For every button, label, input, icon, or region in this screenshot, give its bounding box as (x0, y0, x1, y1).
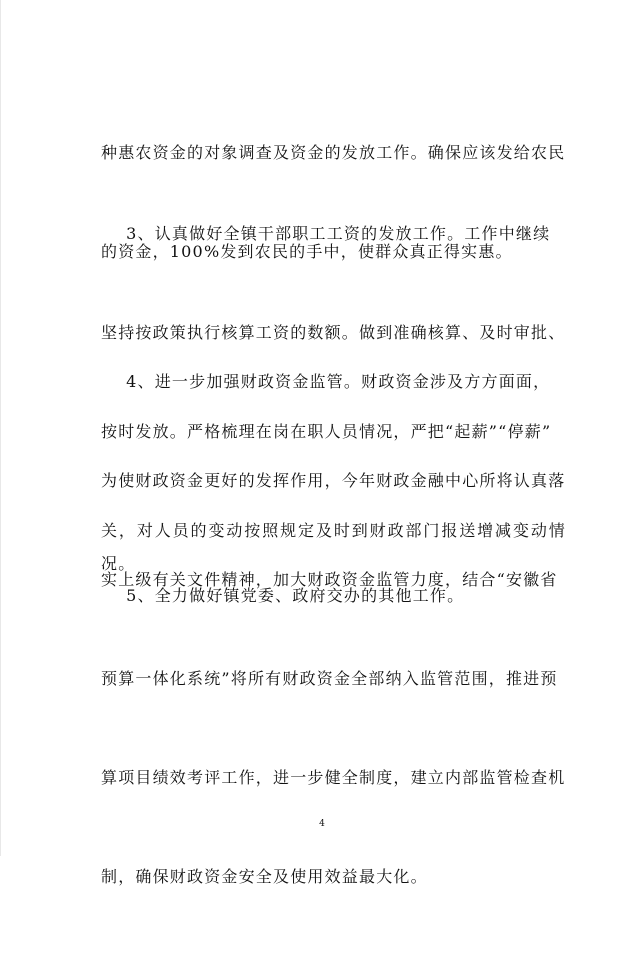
paragraph-line: 的资金，100%发到农民的手中，使群众真正得实惠。 (101, 242, 513, 261)
paragraph-line: 为使财政资金更好的发挥作用，今年财政金融中心所将认真落 (101, 471, 566, 490)
paragraph-line: 关，对人员的变动按照规定及时到财政部门报送增减变动情况。 (101, 521, 566, 573)
paragraph-line: 算项目绩效考评工作，进一步健全制度，建立内部监管检查机 (101, 768, 566, 787)
paragraph-4 (101, 513, 566, 678)
paragraph-line: 4、进一步加强财政资金监管。财政资金涉及方方面面， (101, 372, 551, 391)
paragraph-line: 按时发放。严格梳理在岗在职人员情况，严把“起薪”“停薪” (101, 422, 552, 441)
paragraph-line: 5、全力做好镇党委、政府交办的其他工作。 (101, 586, 465, 605)
paragraph-line: 预算一体化系统”将所有财政资金全部纳入监管范围，推进预 (101, 669, 558, 688)
paragraph-line: 制，确保财政资金安全及使用效益最大化。 (101, 867, 428, 886)
paragraph-line: 实上级有关文件精神，加大财政资金监管力度，结合“安徽省 (101, 570, 558, 589)
paragraph-line: 3、认真做好全镇干部职工工资的发放工作。工作中继续 (101, 224, 551, 243)
paragraph-line: 坚持按政策执行核算工资的数额。做到准确核算、及时审批、 (101, 323, 566, 342)
page-number: 4 (319, 819, 325, 829)
paragraph-line: 种惠农资金的对象调查及资金的发放工作。确保应该发给农民 (101, 143, 566, 162)
